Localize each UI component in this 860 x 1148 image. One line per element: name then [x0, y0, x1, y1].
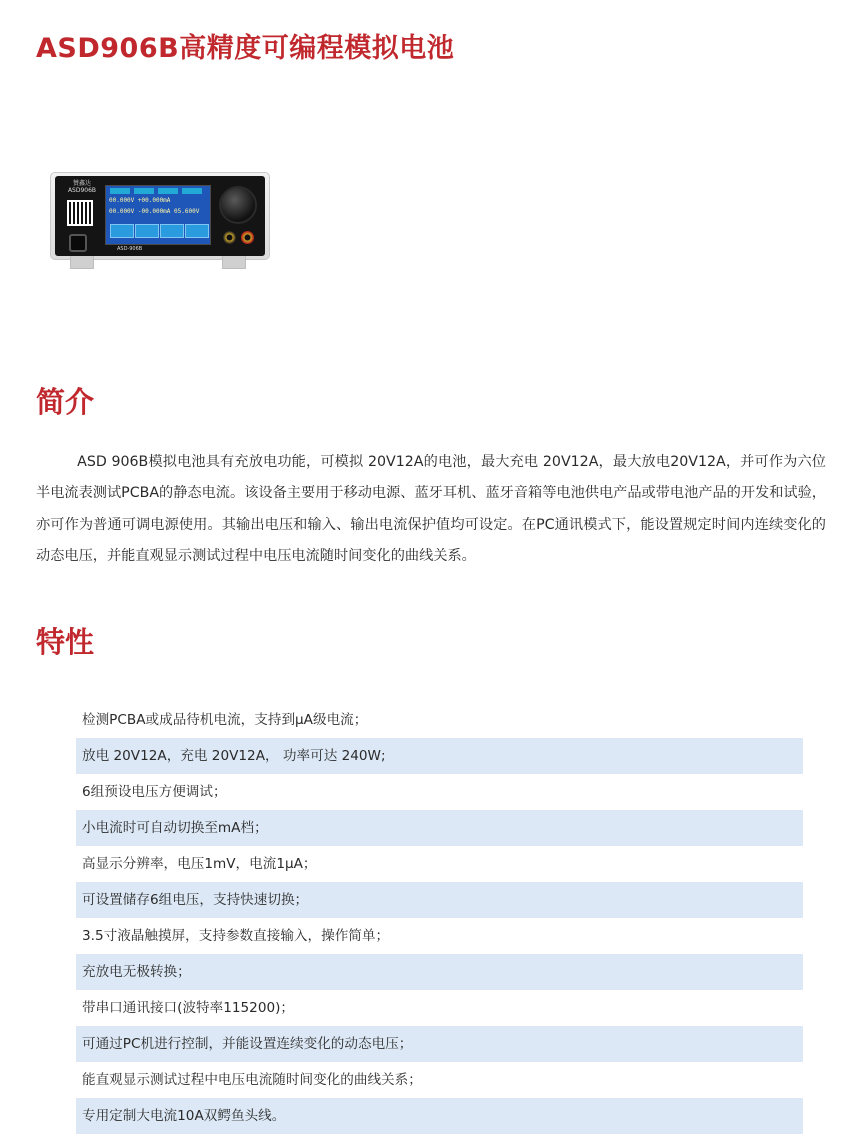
feature-item: 检测PCBA或成品待机电流，支持到μA级电流；	[82, 712, 368, 728]
feature-item: 能直观显示测试过程中电压电流随时间变化的曲线关系；	[82, 1072, 422, 1088]
device-brand-model: ASD906B	[67, 187, 97, 194]
lcd-reading-1: 00.000V +00.000mA	[109, 197, 171, 204]
feature-item: 放电 20V12A，充电 20V12A， 功率可达 240W;	[76, 738, 803, 774]
feature-item: 可设置储存6组电压，支持快速切换；	[76, 882, 803, 918]
intro-paragraph: ASD 906B模拟电池具有充放电功能，可模拟 20V12A的电池，最大充电 20V12A，最大放电20V12A，并可作为六位半电流表测试PCBA的静态电流。该设备主要用于移动电源、蓝牙耳机、蓝牙音箱等电池供电产品或带电池产品的开发和试验，亦可作为普通可调电源使用。其输出电压和输入、输出电流保护值均可设定。在PC通讯模式下，能设置规定时间内连续变化的动态电压，并能直观显示测试过程中电压电流随时间变化的曲线关系。	[36, 454, 826, 564]
lcd-button	[185, 224, 209, 238]
features-heading: 特性	[36, 625, 95, 659]
device-brand	[63, 180, 101, 194]
lcd-button	[160, 224, 184, 238]
page-title: ASD906B高精度可编程模拟电池	[36, 33, 455, 64]
device-front-panel	[55, 176, 265, 256]
features-list	[76, 702, 803, 1134]
lcd-tab	[182, 188, 202, 194]
black-terminal-icon	[223, 231, 236, 244]
feature-item: 充放电无极转换；	[76, 954, 803, 990]
feature-item: 专用定制大电流10A双鳄鱼头线。	[76, 1098, 803, 1134]
rotary-knob-icon	[219, 186, 257, 224]
device-model-label: ASD-906B	[117, 246, 143, 252]
power-switch-icon	[69, 234, 87, 252]
device-lcd-screen	[105, 185, 211, 245]
lcd-button	[135, 224, 159, 238]
feature-item: 3.5寸液晶触摸屏，支持参数直接输入，操作简单；	[82, 928, 390, 944]
lcd-tab	[110, 188, 130, 194]
lcd-tab	[158, 188, 178, 194]
device-brand-name: 赞鑫达	[72, 180, 91, 187]
feature-item: 带串口通讯接口(波特率115200)；	[82, 1000, 295, 1016]
device-photo	[50, 172, 270, 260]
red-terminal-icon	[241, 231, 254, 244]
device-foot	[222, 256, 246, 269]
qr-code-icon	[67, 200, 93, 226]
lcd-tab	[134, 188, 154, 194]
lcd-button	[110, 224, 134, 238]
lcd-reading-2: 00.000V -00.000mA 05.600V	[109, 208, 200, 215]
feature-item: 可通过PC机进行控制，并能设置连续变化的动态电压；	[76, 1026, 803, 1062]
feature-item: 小电流时可自动切换至mA档；	[76, 810, 803, 846]
feature-item: 高显示分辨率，电压1mV，电流1μA；	[82, 856, 317, 872]
device-foot	[70, 256, 94, 269]
intro-heading: 简介	[36, 385, 95, 419]
feature-item: 6组预设电压方便调试；	[82, 784, 227, 800]
